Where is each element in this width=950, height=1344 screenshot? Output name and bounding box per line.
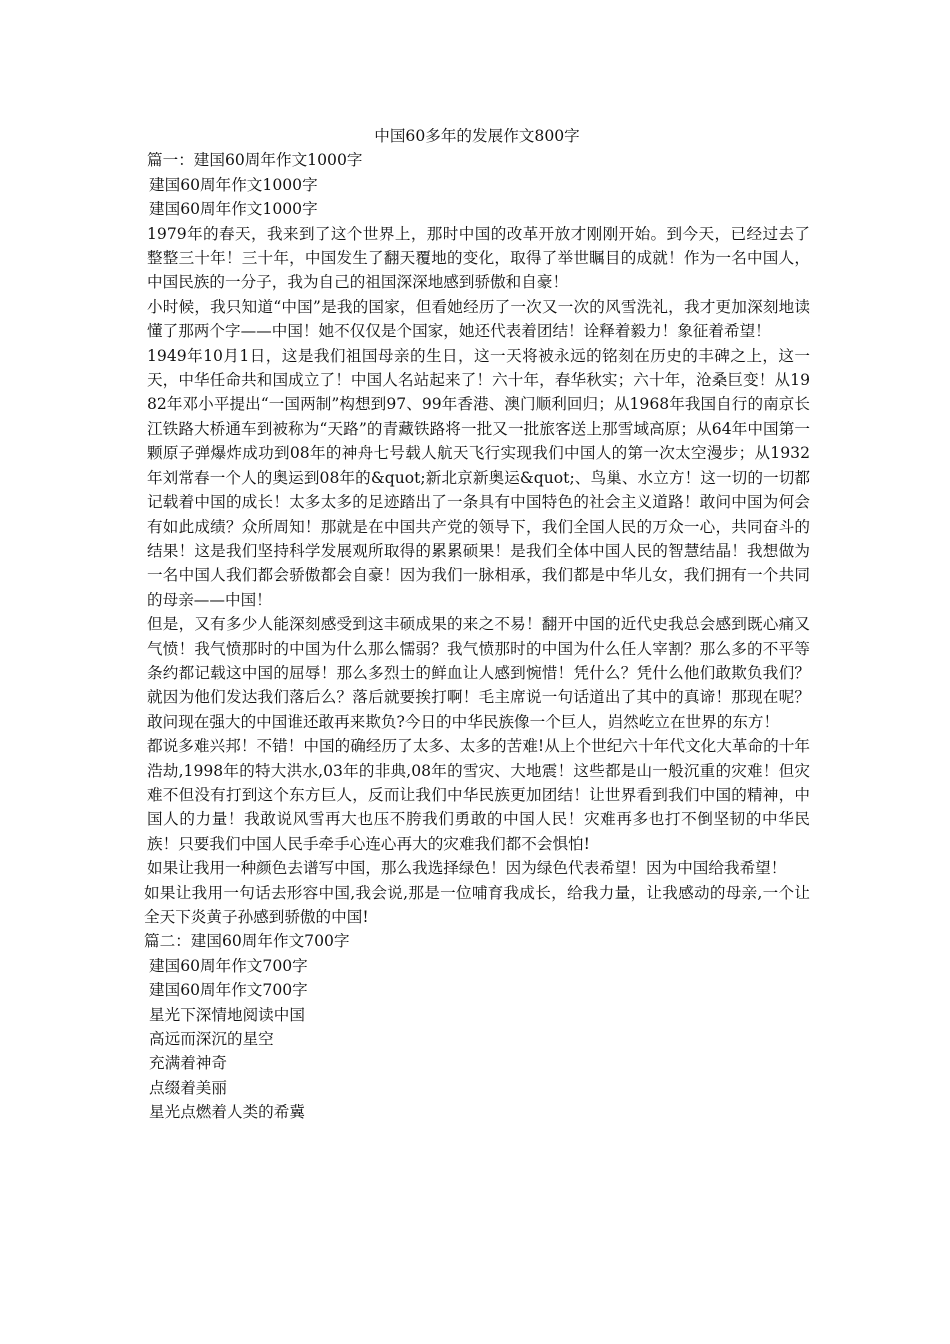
poem-line: 充满着神奇 [149,1054,227,1073]
body-paragraph: 小时候，我只知道“中国”是我的国家，但看她经历了一次又一次的风雪洗礼，我才更加深刻地读懂了那两个字——中国！她不仅仅是个国家，她还代表着团结！诠释着毅力！象征着希望！ [147,297,810,341]
poem-line: 星光下深情地阅读中国 [149,1005,305,1024]
poem-line: 点缀着美丽 [149,1078,227,1097]
section-heading: 篇二：建国60周年作文700字 [144,932,350,951]
document-body [144,124,810,1125]
subtitle-line: 建国60周年作文700字 [149,956,308,975]
body-paragraph: 如果让我用一句话去形容中国,我会说,那是一位哺育我成长，给我力量，让我感动的母亲,一个让全天下炎黄子孙感到骄傲的中国! [144,883,810,926]
subtitle-line: 建国60周年作文1000字 [149,175,318,194]
body-paragraph: 如果让我用一种颜色去谱写中国，那么我选择绿色！因为绿色代表希望！因为中国给我希望！ [147,859,787,878]
body-paragraph: 1949年10月1日，这是我们祖国母亲的生日，这一天将被永远的铭刻在历史的丰碑之上，这一天，中华任命共和国成立了！中国人名站起来了！六十年，春华秋实；六十年，沧桑巨变！从1982年邓小平提出“一国两制”构想到97、99年香港、澳门顺利回归；从1968年我国自行的南京长江铁路大桥通车到被称为“天路”的青藏铁路将一批又一批旅客送上那雪域高原；从64年中国第一颗原子弹爆炸成功到08年的神舟七号载人航天飞行实现我们中国人的第一次太空漫步；从1932年刘常春一个人的奥运到08年的&quot;新北京新奥运&quot;、鸟巢、水立方！这一切的一切都记载着中国的成长！太多太多的足迹踏出了一条具有中国特色的社会主义道路！敢问中国为何会有如此成绩？众所周知！那就是在中国共产党的领导下，我们全国人民的万众一心，共同奋斗的结果！这是我们坚持科学发展观所取得的累累硕果！是我们全体中国人民的智慧结晶！我想做为一名中国人我们都会骄傲都会自豪！因为我们一脉相承，我们都是中华儿女，我们拥有一个共同的母亲——中国！ [147,346,810,609]
subtitle-line: 建国60周年作文700字 [149,981,308,1000]
subtitle-line: 建国60周年作文1000字 [149,200,318,219]
body-paragraph: 但是，又有多少人能深刻感受到这丰硕成果的来之不易！翻开中国的近代史我总会感到既心痛又气愤！我气愤那时的中国为什么那么懦弱？我气愤那时的中国为什么任人宰割？那么多的不平等条约都记载这中国的屈辱！那么多烈士的鲜血让人感到惋惜！凭什么？凭什么他们敢欺负我们？就因为他们发达我们落后么？落后就要挨打啊！毛主席说一句话道出了其中的真谛！那现在呢？敢问现在强大的中国谁还敢再来欺负?今日的中华民族像一个巨人，岿然屹立在世界的东方！ [147,615,810,731]
body-paragraph: 1979年的春天，我来到了这个世界上，那时中国的改革开放才刚刚开始。到今天，已经过去了整整三十年！三十年，中国发生了翻天覆地的变化，取得了举世瞩目的成就！作为一名中国人，中国民族的一分子，我为自己的祖国深深地感到骄傲和自豪！ [147,224,810,292]
document-title: 中国60多年的发展作文800字 [374,127,580,145]
body-paragraph: 都说多难兴邦！不错！中国的确经历了太多、太多的苦难!从上个世纪六十年代文化大革命的十年浩劫,1998年的特大洪水,03年的非典,08年的雪灾、大地震！这些都是山一般沉重的灾难！但灾难不但没有打到这个东方巨人，反而让我们中华民族更加团结！让世界看到我们中国的精神，中国人的力量！我敢说风雪再大也压不胯我们勇敢的中国人民！灾难再多也打不倒坚韧的中华民族！只要我们中国人民手牵手心连心再大的灾难我们都不会惧怕! [147,737,810,853]
poem-line: 高远而深沉的星空 [149,1030,274,1049]
section-heading: 篇一：建国60周年作文1000字 [147,151,363,170]
poem-line: 星光点燃着人类的希冀 [149,1103,305,1122]
